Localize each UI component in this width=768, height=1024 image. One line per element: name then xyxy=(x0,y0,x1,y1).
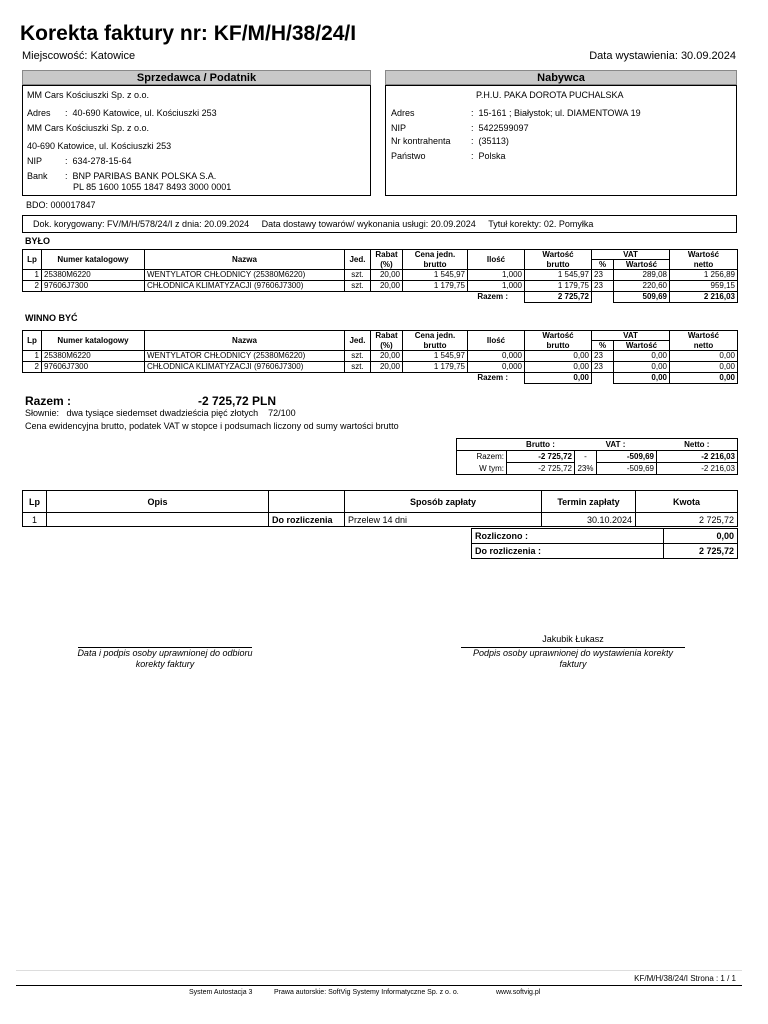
col-catalog: Numer katalogowy xyxy=(42,250,145,270)
cell-discount: 20,00 xyxy=(371,270,403,281)
col-price: Cena jedn. xyxy=(403,250,468,260)
cell-net: 1 256,89 xyxy=(670,270,738,281)
buyer-country-row: Państwo : Polska xyxy=(391,151,506,161)
delivery-date: Data dostawy towarów/ wykonania usługi: 20.09.2024 xyxy=(261,219,476,229)
vat-summary xyxy=(456,438,738,475)
cell-price: 1 545,97 xyxy=(403,351,468,362)
bylo-total-vat: 509,69 xyxy=(614,292,670,303)
bylo-total-row xyxy=(23,292,738,303)
bylo-header-row xyxy=(23,250,738,260)
cell-gross: 1 545,97 xyxy=(525,270,592,281)
cell-gross: 0,00 xyxy=(525,362,592,373)
cell-net: 0,00 xyxy=(670,351,738,362)
sum-row2-label: W tym: xyxy=(479,463,504,473)
col-discount: Rabat xyxy=(371,250,403,260)
pay-h-method: Sposób zapłaty xyxy=(345,491,542,513)
cell-unit: szt. xyxy=(345,362,371,373)
razem-amount: -2 725,72 PLN xyxy=(198,394,277,408)
buyer-address: 15-161 ; Białystok; ul. DIAMENTOWA 19 xyxy=(478,108,641,118)
table-row xyxy=(23,362,738,373)
cell-discount: 20,00 xyxy=(371,362,403,373)
to-settle-value: 2 725,72 xyxy=(698,546,734,556)
sum-row2-brutto: -2 725,72 xyxy=(507,463,575,475)
page-title: Korekta faktury nr: KF/M/H/38/24/I xyxy=(20,22,357,45)
col-gross: Wartość xyxy=(525,331,592,341)
cell-vat-pct: 23 xyxy=(592,362,614,373)
buyer-nip-label: NIP xyxy=(391,123,407,133)
cell-discount: 20,00 xyxy=(371,281,403,292)
settled-value: 0,00 xyxy=(716,531,734,541)
winno-total-net: 0,00 xyxy=(670,373,738,384)
payment-table xyxy=(22,490,738,527)
page-info: KF/M/H/38/24/I Strona : 1 / 1 xyxy=(634,974,736,983)
cell-vat-value: 289,08 xyxy=(614,270,670,281)
seller-nip-label: NIP xyxy=(27,156,43,166)
buyer-address-label: Adres xyxy=(391,108,415,118)
winno-total-label: Razem : xyxy=(477,373,508,383)
cell-name: CHŁODNICA KLIMATYZACJI (97606J7300) xyxy=(145,281,345,292)
winno-total-gross: 0,00 xyxy=(525,373,592,384)
pay-status: Do rozliczenia xyxy=(269,513,345,527)
sum-row1-pct: - xyxy=(584,452,587,462)
col-discount-sub: (%) xyxy=(371,341,403,351)
cell-vat-pct: 23 xyxy=(592,270,614,281)
cell-catalog: 97606J7300 xyxy=(42,281,145,292)
seller-address: 40-690 Katowice, ul. Kościuszki 253 xyxy=(72,108,217,118)
col-unit: Jed. xyxy=(345,331,371,351)
table-row xyxy=(23,281,738,292)
seller-bank-row: Bank : BNP PARIBAS BANK POLSKA S.A. xyxy=(27,171,217,181)
buyer-country: Polska xyxy=(478,151,506,161)
col-qty: Ilość xyxy=(468,331,525,351)
buyer-contractor-row: Nr kontrahenta : (35113) xyxy=(391,136,509,146)
col-lp: Lp xyxy=(23,331,42,351)
table-row xyxy=(23,270,738,281)
cell-price: 1 179,75 xyxy=(403,281,468,292)
buyer-nip: 5422599097 xyxy=(478,123,529,133)
issuer-name: Jakubik Łukasz xyxy=(542,634,604,644)
cell-vat-value: 0,00 xyxy=(614,351,670,362)
col-gross-sub: brutto xyxy=(525,341,592,351)
col-net: Wartość xyxy=(670,250,738,260)
buyer-name: P.H.U. PAKA DOROTA PUCHALSKA xyxy=(476,90,624,100)
cell-catalog: 97606J7300 xyxy=(42,362,145,373)
copyright: Prawa autorskie: SoftVig Systemy Informatyczne Sp. z o. o. xyxy=(274,989,459,996)
issue-date: Data wystawienia: 30.09.2024 xyxy=(589,50,736,62)
winno-header-row xyxy=(23,331,738,341)
cell-vat-pct: 23 xyxy=(592,281,614,292)
amount-in-words xyxy=(25,408,296,418)
cell-lp: 1 xyxy=(23,270,42,281)
col-price-sub: brutto xyxy=(403,341,468,351)
seller-address-label: Adres xyxy=(27,108,51,118)
razem-label: Razem : xyxy=(25,394,72,408)
sum-h-netto: Netto : xyxy=(684,440,710,449)
system-name: System Autostacja 3 xyxy=(189,989,253,996)
buyer-contractor-label: Nr kontrahenta xyxy=(391,136,451,146)
settled-label: Rozliczono : xyxy=(472,529,664,544)
col-name: Nazwa xyxy=(145,331,345,351)
cell-unit: szt. xyxy=(345,270,371,281)
cell-lp: 1 xyxy=(23,351,42,362)
cell-net: 0,00 xyxy=(670,362,738,373)
pay-h-amount: Kwota xyxy=(636,491,738,513)
sum-row1-netto: -2 216,03 xyxy=(657,451,738,463)
cell-catalog: 25380M6220 xyxy=(42,270,145,281)
cell-qty: 0,000 xyxy=(468,362,525,373)
sum-row2-vat: -509,69 xyxy=(597,463,657,475)
pay-h-due: Termin zapłaty xyxy=(542,491,636,513)
cell-unit: szt. xyxy=(345,281,371,292)
cell-discount: 20,00 xyxy=(371,351,403,362)
bylo-label: BYŁO xyxy=(25,236,51,246)
pay-lp: 1 xyxy=(23,513,47,527)
col-price: Cena jedn. xyxy=(403,331,468,341)
corrected-document: Dok. korygowany: FV/M/H/578/24/I z dnia: 20.09.2024 xyxy=(33,219,250,229)
winno-table xyxy=(22,330,738,384)
website-link[interactable]: www.softvig.pl xyxy=(496,989,541,996)
cell-net: 959,15 xyxy=(670,281,738,292)
footer-divider xyxy=(16,970,742,971)
cell-vat-pct: 23 xyxy=(592,351,614,362)
sum-h-brutto: Brutto : xyxy=(526,440,555,449)
sum-row2-pct: 23% xyxy=(577,463,594,473)
pay-h-desc: Opis xyxy=(47,491,269,513)
cell-price: 1 545,97 xyxy=(403,270,468,281)
cell-name: CHŁODNICA KLIMATYZACJI (97606J7300) xyxy=(145,362,345,373)
cell-vat-value: 220,60 xyxy=(614,281,670,292)
col-vat-value: Wartość xyxy=(614,341,670,351)
col-discount: Rabat xyxy=(371,331,403,341)
pay-due: 30.10.2024 xyxy=(542,513,636,527)
price-note: Cena ewidencyjna brutto, podatek VAT w stopce i podsumach liczony od sumy wartości brutto xyxy=(25,421,399,431)
buyer-header: Nabywca xyxy=(385,70,737,85)
bylo-table xyxy=(22,249,738,303)
seller-account: PL 85 1600 1055 1847 8493 3000 0001 xyxy=(73,182,232,192)
place: Miejscowość: Katowice xyxy=(22,50,136,62)
winno-label: WINNO BYĆ xyxy=(25,313,78,323)
seller-nip-row: NIP : 634-278-15-64 xyxy=(27,156,132,166)
cell-qty: 0,000 xyxy=(468,351,525,362)
cell-name: WENTYLATOR CHŁODNICY (25380M6220) xyxy=(145,351,345,362)
pay-h-lp: Lp xyxy=(23,491,47,513)
signature-left-caption: Data i podpis osoby uprawnionej do odbioru korekty faktury xyxy=(77,648,253,669)
words-label: Słownie: xyxy=(25,408,60,418)
col-net-sub: netto xyxy=(670,341,738,351)
col-catalog: Numer katalogowy xyxy=(42,331,145,351)
bylo-total-label: Razem : xyxy=(477,292,508,302)
seller-name: MM Cars Kościuszki Sp. z o.o. xyxy=(27,90,150,100)
col-lp: Lp xyxy=(23,250,42,270)
table-row xyxy=(23,513,738,527)
col-vat: VAT xyxy=(592,250,670,260)
bdo: BDO: 000017847 xyxy=(26,200,96,210)
cell-lp: 2 xyxy=(23,281,42,292)
seller-address-row: Adres : 40-690 Katowice, ul. Kościuszki 253 xyxy=(27,108,217,118)
winno-total-row xyxy=(23,373,738,384)
seller-bank: BNP PARIBAS BANK POLSKA S.A. xyxy=(72,171,217,181)
cell-gross: 1 179,75 xyxy=(525,281,592,292)
settlement-box xyxy=(471,528,738,559)
col-price-sub: brutto xyxy=(403,260,468,270)
table-row xyxy=(23,351,738,362)
footer-divider-2 xyxy=(16,985,742,986)
seller-header: Sprzedawca / Podatnik xyxy=(22,70,371,85)
pay-amount: 2 725,72 xyxy=(636,513,738,527)
correction-info xyxy=(22,215,737,233)
col-unit: Jed. xyxy=(345,250,371,270)
pay-method: Przelew 14 dni xyxy=(345,513,542,527)
bylo-total-net: 2 216,03 xyxy=(670,292,738,303)
col-net-sub: netto xyxy=(670,260,738,270)
sum-h-vat: VAT : xyxy=(605,440,626,449)
buyer-country-label: Państwo xyxy=(391,151,426,161)
seller-bank-label: Bank xyxy=(27,171,48,181)
buyer-nip-row: NIP : 5422599097 xyxy=(391,123,529,133)
cell-lp: 2 xyxy=(23,362,42,373)
buyer-contractor: (35113) xyxy=(478,136,509,146)
sum-row1-vat: -509,69 xyxy=(597,451,657,463)
winno-total-vat: 0,00 xyxy=(614,373,670,384)
col-name: Nazwa xyxy=(145,250,345,270)
bylo-total-gross: 2 725,72 xyxy=(525,292,592,303)
buyer-address-row: Adres : 15-161 ; Białystok; ul. DIAMENTOWA 19 xyxy=(391,108,641,118)
cell-price: 1 179,75 xyxy=(403,362,468,373)
to-settle-label: Do rozliczenia : xyxy=(472,544,664,559)
col-qty: Ilość xyxy=(468,250,525,270)
cell-catalog: 25380M6220 xyxy=(42,351,145,362)
cell-qty: 1,000 xyxy=(468,270,525,281)
col-gross: Wartość xyxy=(525,250,592,260)
col-vat-pct: % xyxy=(592,260,614,270)
cell-qty: 1,000 xyxy=(468,281,525,292)
cell-name: WENTYLATOR CHŁODNICY (25380M6220) xyxy=(145,270,345,281)
col-gross-sub: brutto xyxy=(525,260,592,270)
cell-vat-value: 0,00 xyxy=(614,362,670,373)
col-vat-value: Wartość xyxy=(614,260,670,270)
seller-box xyxy=(22,85,371,196)
col-vat: VAT xyxy=(592,331,670,341)
sum-row1-brutto: -2 725,72 xyxy=(507,451,575,463)
cell-gross: 0,00 xyxy=(525,351,592,362)
words-value: dwa tysiące siedemset dwadzieścia pięć złotych 72/100 xyxy=(66,408,296,418)
sum-row1-label: Razem: xyxy=(476,452,504,462)
seller-nip: 634-278-15-64 xyxy=(72,156,132,166)
signature-right-caption: Podpis osoby uprawnionej do wystawienia korekty faktury xyxy=(472,648,674,669)
seller-name-2: MM Cars Kościuszki Sp. z o.o. xyxy=(27,123,150,133)
buyer-box xyxy=(385,85,737,196)
col-vat-pct: % xyxy=(592,341,614,351)
correction-reason: Tytuł korekty: 02. Pomyłka xyxy=(488,219,594,229)
cell-unit: szt. xyxy=(345,351,371,362)
col-discount-sub: (%) xyxy=(371,260,403,270)
col-net: Wartość xyxy=(670,331,738,341)
seller-address-2: 40-690 Katowice, ul. Kościuszki 253 xyxy=(27,141,172,151)
sum-row2-netto: -2 216,03 xyxy=(657,463,738,475)
